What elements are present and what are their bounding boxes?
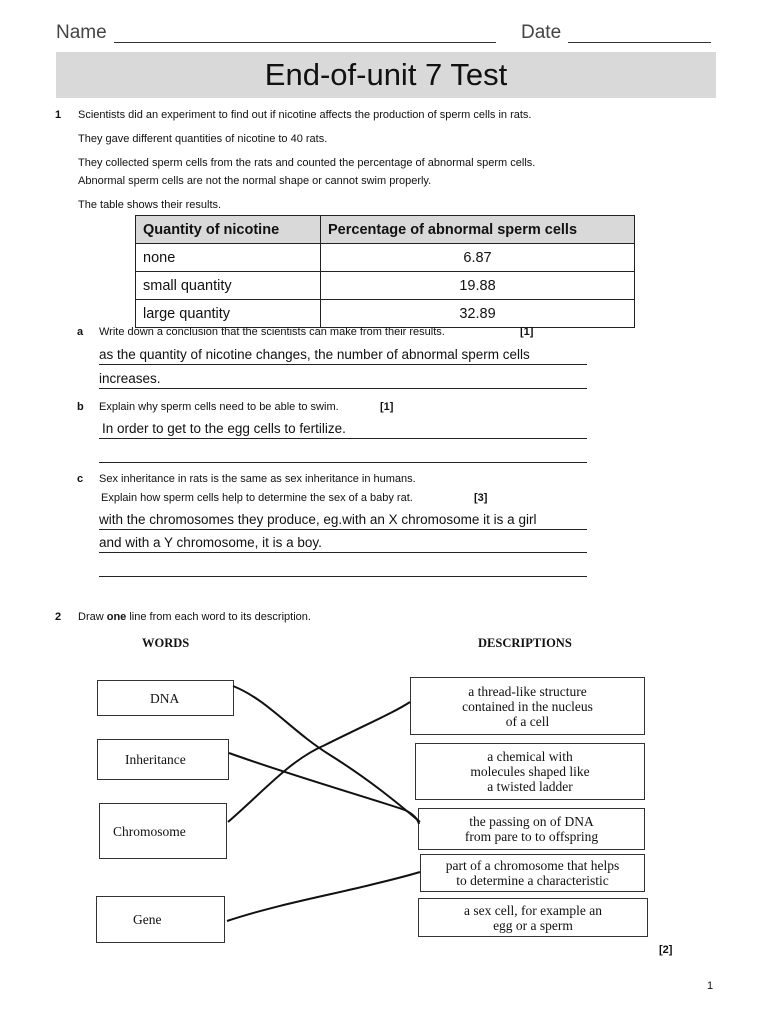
description-line: a sex cell, for example an	[464, 902, 602, 918]
word-label: Inheritance	[125, 752, 186, 767]
q1a-answer-text: increases.	[99, 371, 161, 386]
date-label: Date	[521, 22, 562, 43]
percent-cell: 19.88	[321, 272, 635, 300]
column-header: Percentage of abnormal sperm cells	[321, 216, 635, 244]
q1c-question-line: Explain how sperm cells help to determine the sex of a baby rat.	[101, 492, 413, 504]
q2-instruction-bold: one	[106, 611, 127, 623]
q2-instruction-post: line from each word to its description.	[126, 611, 311, 623]
q2-number: 2	[55, 611, 62, 623]
description-line: the passing on of DNA	[469, 814, 594, 829]
description-line: molecules shaped like	[470, 764, 590, 779]
q1c-marks: [3]	[474, 492, 488, 504]
line-inheritance-to-passing-on	[229, 753, 419, 824]
quantity-cell: large quantity	[136, 300, 321, 328]
descriptions-heading: DESCRIPTIONS	[478, 636, 572, 650]
q1c-letter: c	[77, 473, 84, 485]
quantity-cell: none	[136, 244, 321, 272]
percent-cell: 6.87	[321, 244, 635, 272]
word-label: DNA	[150, 690, 180, 706]
q1c-answer-text: and with a Y chromosome, it is a boy.	[99, 535, 322, 550]
quantity-cell: small quantity	[136, 272, 321, 300]
q1a-answer-text: as the quantity of nicotine changes, the number of abnormal sperm cells	[99, 347, 530, 362]
q2-marks: [2]	[659, 944, 673, 956]
word-label: Gene	[133, 912, 162, 927]
name-label: Name	[56, 22, 107, 43]
line-gene-to-part-of-chromosome	[227, 872, 420, 921]
q1a-question: Write down a conclusion that the scientists can make from their results.	[99, 326, 445, 338]
q1-intro-line: Abnormal sperm cells are not the normal shape or cannot swim properly.	[78, 175, 432, 187]
q1b-answer-text: In order to get to the egg cells to fertilize.	[102, 421, 346, 436]
q1-intro-line: Scientists did an experiment to find out if nicotine affects the production of sperm cells in rats.	[78, 109, 532, 121]
q2-instruction-pre: Draw	[78, 611, 107, 623]
description-line: a chemical with	[487, 749, 573, 764]
q1a-marks: [1]	[520, 326, 534, 338]
percent-cell: 32.89	[321, 300, 635, 328]
description-line: contained in the nucleus	[462, 698, 593, 714]
description-line: a twisted ladder	[487, 779, 573, 794]
q1b-marks: [1]	[380, 401, 394, 413]
q1c-answer-text: with the chromosomes they produce, eg.with an X chromosome it is a girl	[99, 512, 537, 527]
q1b-letter: b	[77, 401, 84, 413]
q1b-question: Explain why sperm cells need to be able to swim.	[99, 401, 339, 413]
q1a-letter: a	[77, 326, 84, 338]
description-line: part of a chromosome that helps	[445, 858, 620, 873]
description-line: egg or a sperm	[493, 917, 573, 933]
page-number: 1	[707, 980, 714, 992]
q1-intro-line: They collected sperm cells from the rats and counted the percentage of abnormal sperm cells.	[78, 157, 536, 169]
q1-intro-line: They gave different quantities of nicotine to 40 rats.	[78, 133, 328, 145]
page-title: End-of-unit 7 Test	[264, 57, 508, 92]
column-header: Quantity of nicotine	[136, 216, 321, 244]
word-label: Chromosome	[113, 823, 186, 839]
description-line: from pare to to offspring	[464, 829, 599, 844]
q1-number: 1	[55, 109, 62, 121]
description-line: to determine a characteristic	[456, 873, 609, 888]
description-line: of a cell	[505, 713, 550, 729]
line-dna-to-passing-on	[233, 686, 420, 822]
q1-intro-line: The table shows their results.	[78, 199, 222, 211]
words-heading: WORDS	[142, 636, 190, 650]
description-line: a thread-like structure	[468, 683, 587, 699]
q1c-question-line: Sex inheritance in rats is the same as sex inheritance in humans.	[99, 473, 416, 485]
